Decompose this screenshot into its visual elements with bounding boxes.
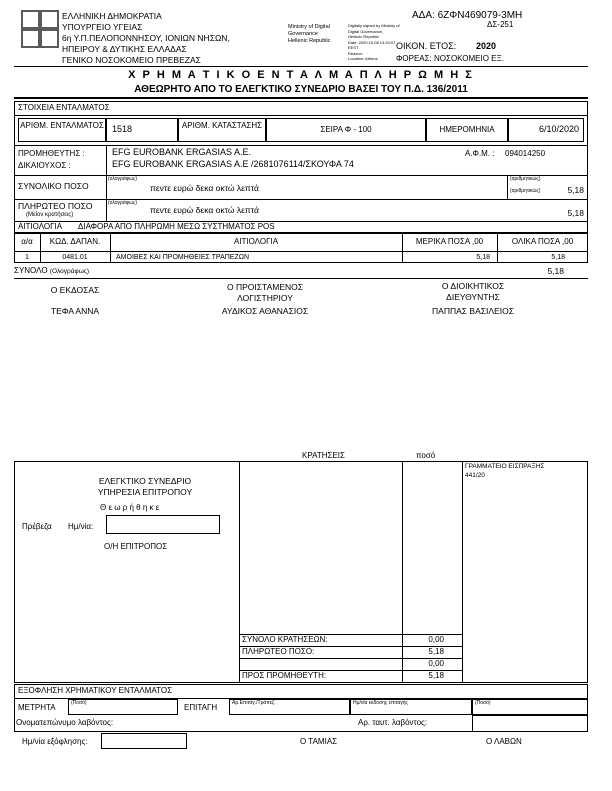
foreas: ΦΟΡΕΑΣ: ΝΟΣΟΚΟΜΕΙΟ ΕΞ. — [396, 54, 504, 63]
total-words-small: (ολογράφως) — [108, 176, 138, 182]
divider — [106, 175, 107, 199]
cheque-date-small: Ημ/νία εκδοσης επιταγής — [353, 700, 408, 706]
sum-label-text: ΣΥΝΟΛΟ — [14, 266, 48, 275]
audit-date-field[interactable] — [106, 515, 220, 534]
divider — [14, 115, 588, 116]
header-divider — [14, 66, 588, 67]
issuer-title: Ο ΕΚΔΟΣΑΣ — [50, 285, 100, 295]
fiscal-year-value: 2020 — [476, 41, 497, 51]
date-value: 6/10/2020 — [538, 124, 579, 134]
total-label: ΣΥΝΟΛΙΚΟ ΠΟΣΟ — [18, 181, 89, 191]
date-value-cell — [508, 118, 584, 142]
date-label: ΗΜΕΡΟΜΗΝΙΑ — [439, 125, 495, 134]
statement-number-label-cell — [178, 118, 266, 142]
col-header-partial: ΜΕΡΙΚΑ ΠΟΣΑ ,00 — [415, 237, 484, 246]
cheque-label: ΕΠΙΤΑΓΗ — [184, 703, 218, 712]
divider — [106, 199, 107, 221]
total-deductions-value: 0,00 — [428, 635, 444, 644]
settlement-date-field[interactable] — [101, 733, 187, 749]
order-number-value: 1518 — [112, 124, 133, 134]
order-number-label-cell — [18, 118, 106, 142]
admin-director-title: Ο ΔΙΟΙΚΗΤΙΚΟΣ ΔΙΕΥΘΥΝΤΗΣ — [441, 281, 505, 302]
settlement-title: ΕΞΟΦΛΗΣΗ ΧΡΗΜΑΤΙΚΟΥ ΕΝΤΑΛΜΑΤΟΣ — [18, 686, 173, 695]
cheque-small: Αρ.Επιταγ./Τράπεζ. — [232, 700, 276, 706]
sum-sub: (Ολογράφως) — [49, 268, 90, 275]
cash-label: ΜΕΤΡΗΤΑ — [18, 703, 56, 712]
row-code: 0481.01 — [62, 254, 88, 261]
digital-signature-details: Digitally signed by Ministry of Digital Governance, Hellenic Republic Date: 2020.10.08 13:20:07 EEST Reason: Location: Athens — [348, 23, 400, 61]
total-digits-small-2: (αριθμητικώς) — [510, 188, 541, 194]
receiver-label: Ο ΛΑΒΩΝ — [486, 737, 522, 746]
receiver-id-field[interactable] — [472, 715, 588, 732]
aitiologia-label: ΑΙΤΙΟΛΟΓΙΑ — [18, 222, 63, 231]
supplier-details: EFG EUROBANK ERGASIAS A.E /2681076114/ΣΚΟΥΦΑ 74 — [112, 159, 354, 169]
divider — [14, 278, 588, 279]
deductions-header-amount: ποσό — [416, 451, 436, 460]
head-accounting-name: ΑΥΔΙΚΟΣ ΑΘΑΝΑΣΙΟΣ — [221, 306, 309, 316]
payable-ded-label: ΠΛΗΡΩΤΕΟ ΠΟΣΟ: — [242, 647, 315, 656]
afm-value: 094014250 — [505, 149, 546, 158]
issuer-name: ΤΕΦΑ ΑΝΝΑ — [50, 306, 100, 316]
secretariat-label: ΓΡΑΜΜΑΤΕΙΟ ΕΙΣΠΡΑΞΗΣ — [465, 463, 545, 470]
agency-line: ΗΠΕΙΡΟΥ & ΔΥΤΙΚΗΣ ΕΛΛΑΔΑΣ — [62, 44, 187, 54]
sum-label — [14, 267, 89, 276]
order-number-value-cell — [106, 118, 178, 142]
date-label-cell — [426, 118, 508, 142]
cash-small: (Ποσό) — [71, 700, 87, 706]
commissioner: Ο/Η ΕΠΙΤΡΟΠΟΣ — [104, 542, 168, 551]
total-value: 5,18 — [567, 185, 584, 195]
total-words: πεντε ευρώ δεκα οκτώ λεπτά — [150, 183, 259, 193]
row-aitiologia: ΑΜΟΙΒΕΣ ΚΑΙ ΠΡΟΜΗΘΕΙΕΣ ΤΡΑΠΕΖΩΝ — [116, 254, 250, 261]
extra-value: 0,00 — [428, 659, 444, 668]
agency-line: ΕΛΛΗΝΙΚΗ ΔΗΜΟΚΡΑΤΙΑ — [62, 11, 162, 21]
divider — [239, 461, 240, 683]
divider — [507, 175, 508, 199]
statement-number-label: ΑΡΙΘΜ. ΚΑΤΑΣΤΑΣΗΣ — [181, 121, 263, 130]
preveza-label: Πρέβεζα — [22, 522, 52, 531]
col-header-code: ΚΩΔ. ΔΑΠΑΝ. — [49, 237, 101, 246]
divider — [14, 251, 588, 252]
title-underline — [14, 97, 588, 99]
to-supplier-value: 5,18 — [428, 671, 444, 680]
row-aa: 1 — [25, 254, 29, 261]
supplier-name: EFG EUROBANK ERGASIAS A.E. — [112, 147, 252, 157]
receiver-name-label: Ονοματεπώνυμο λαβόντος: — [16, 718, 114, 727]
digital-signature-stamp: Ministry of Digital Governance Hellenic Republic — [288, 24, 331, 44]
theorithike: Θ ε ω ρ ή θ η κ ε — [100, 503, 160, 512]
col-header-total: ΟΛΙΚΑ ΠΟΣΑ ,00 — [511, 237, 574, 246]
audit-court: ΕΛΕΓΚΤΙΚΟ ΣΥΝΕΔΡΙΟ ΥΠΗΡΕΣΙΑ ΕΠΙΤΡΟΠΟΥ — [97, 476, 193, 497]
greek-flag-logo — [21, 10, 59, 48]
payable-label: ΠΛΗΡΩΤΕΟ ΠΟΣΟ — [18, 201, 93, 211]
ada-sub: ΔΣ-251 — [487, 20, 514, 29]
page-title: Χ Ρ Η Μ Α Τ Ι Κ Ο Ε Ν Τ Α Λ Μ Α Π Λ Η Ρ Ω Μ Η Σ — [128, 69, 474, 81]
to-supplier-label: ΠΡΟΣ ΠΡΟΜΗΘΕΥΤΗ: — [242, 671, 327, 680]
order-section-title: ΣΤΟΙΧΕΙΑ ΕΝΤΑΛΜΑΤΟΣ — [18, 103, 110, 112]
agency-line: 6η Υ.Π.ΠΕΛΟΠΟΝΝΗΣΟΥ, ΙΟΝΙΩΝ ΝΗΣΩΝ, — [62, 33, 230, 43]
fiscal-year-label: ΟΙΚΟΝ. ΕΤΟΣ: — [396, 41, 457, 51]
cross-icon — [21, 10, 59, 48]
divider — [14, 175, 588, 176]
row-total: 5,18 — [551, 254, 565, 261]
total-deductions-label: ΣΥΝΟΛΟ ΚΡΑΤΗΣΕΩΝ: — [242, 635, 328, 644]
divider — [14, 199, 588, 200]
payable-ded-value: 5,18 — [428, 647, 444, 656]
admin-director-name: ΠΑΠΠΑΣ ΒΑΣΙΛΕΙΟΣ — [432, 306, 514, 316]
supplier-label: ΠΡΟΜΗΘΕΥΤΗΣ : ΔΙΚΑΙΟΥΧΟΣ : — [18, 149, 85, 170]
order-number-label: ΑΡΙΘΜ. ΕΝΤΑΛΜΑΤΟΣ — [20, 121, 104, 130]
payable-words: πεντε ευρώ δεκα οκτώ λεπτά — [150, 205, 259, 215]
divider — [14, 145, 588, 146]
afm-label: Α.Φ.Μ. : — [465, 149, 495, 158]
page-subtitle: ΑΘΕΩΡΗΤΟ ΑΠΟ ΤΟ ΕΛΕΓΚΤΙΚΟ ΣΥΝΕΔΡΙΟ ΒΑΣΕΙ ΤΟΥ Π.Δ. 136/2011 — [134, 84, 468, 95]
agency-block — [62, 11, 282, 66]
payable-value: 5,18 — [567, 208, 584, 218]
agency-line: ΓΕΝΙΚΟ ΝΟΣΟΚΟΜΕΙΟ ΠΡΕΒΕΖΑΣ — [62, 55, 201, 65]
payable-words-small: (ολογράφως) — [108, 200, 138, 206]
head-accounting-title: Ο ΠΡΟΙΣΤΑΜΕΝΟΣ ΛΟΓΙΣΤΗΡΙΟΥ — [227, 282, 303, 303]
col-header-aitiologia: ΑΙΤΙΟΛΟΓΙΑ — [233, 237, 279, 246]
aitiologia-text: ΔΙΑΦΟΡΑ ΑΠΟ ΠΛΗΡΩΜΗ ΜΕΣΩ ΣΥΣΤΗΜΑΤΟΣ POS — [78, 222, 275, 231]
cashier-label: Ο ΤΑΜΙΑΣ — [300, 737, 338, 746]
sum-value: 5,18 — [547, 266, 564, 276]
series-value: ΣΕΙΡΑ Φ - 100 — [320, 125, 372, 134]
payable-sub: (Μείον κρατήσεις) — [26, 212, 74, 218]
divider — [106, 145, 107, 175]
settlement-date-label: Ημ/νία εξόφλησης: — [22, 737, 88, 746]
ada-number: ΑΔΑ: 6ΖΦΝ469079-3ΜΗ — [412, 10, 523, 21]
divider — [462, 461, 463, 683]
total-digits-small: (αριθμητικώς) — [510, 176, 541, 182]
series-cell — [266, 118, 426, 142]
col-header-aa: α/α — [21, 237, 33, 246]
row-partial: 5,18 — [476, 254, 490, 261]
agency-line: ΥΠΟΥΡΓΕΙΟ ΥΓΕΙΑΣ — [62, 22, 143, 32]
receiver-id-label: Αρ. ταυτ. λαβόντος: — [358, 718, 428, 727]
audit-date-label: Ημ/νία: — [68, 522, 94, 531]
secretariat-number: 441/20 — [465, 472, 485, 479]
cheque-amount-small: (Ποσό) — [475, 700, 491, 706]
deductions-header-label: ΚΡΑΤΗΣΕΙΣ — [302, 451, 345, 460]
